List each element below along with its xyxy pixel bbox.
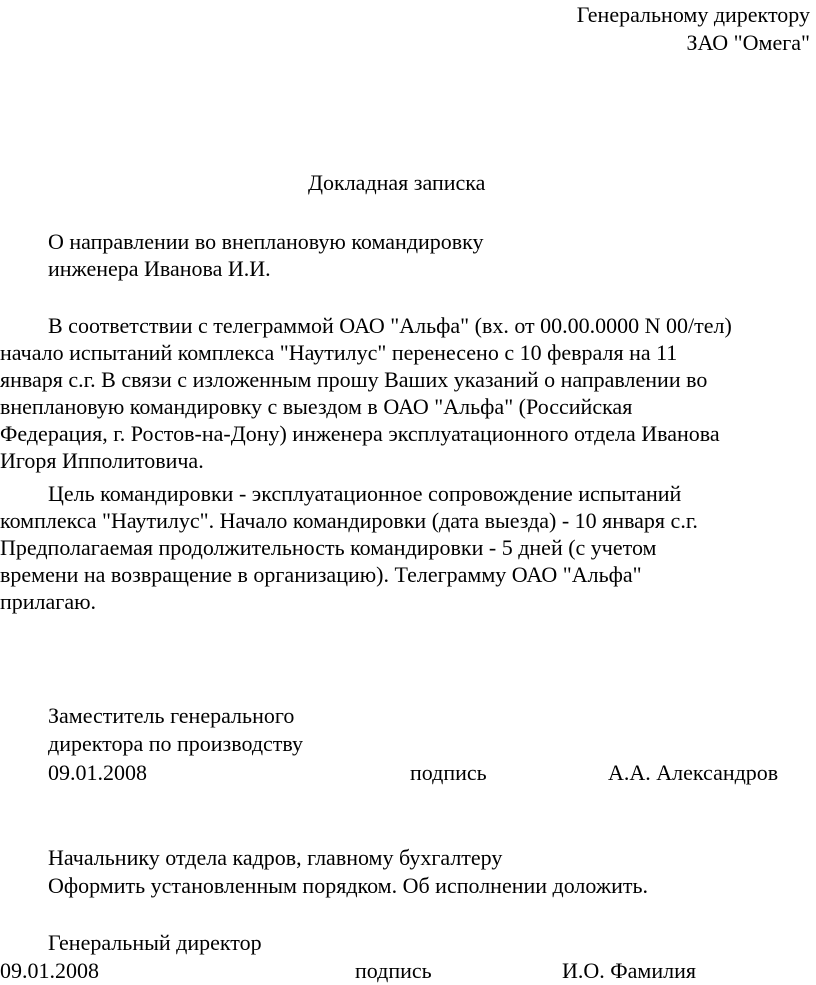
body-p1-line-2: начало испытаний комплекса "Наутилус" перенесено с 10 февраля на 11	[0, 340, 678, 365]
director-date: 09.01.2008	[0, 958, 99, 983]
signer-date: 09.01.2008	[48, 760, 147, 785]
body-p1-line-4: внеплановую командировку с выездом в ОАО "Альфа" (Российская	[0, 394, 633, 419]
body-p1-line-3: января с.г. В связи с изложенным прошу Ваших указаний о направлении во	[0, 367, 708, 392]
addressee-line-1: Генеральному директору	[576, 2, 810, 27]
director-position: Генеральный директор	[48, 930, 262, 955]
body-p2-line-4: времени на возвращение в организацию). Телеграмму ОАО "Альфа"	[0, 562, 642, 587]
director-name: И.О. Фамилия	[562, 958, 696, 983]
signer-name: А.А. Александров	[608, 760, 779, 785]
subject-line-1: О направлении во внеплановую командировку	[48, 229, 484, 254]
resolution-line-2: Оформить установленным порядком. Об исполнении доложить.	[48, 873, 648, 898]
body-p1-line-6: Игоря Ипполитовича.	[0, 448, 204, 473]
signer-position-line-2: директора по производству	[48, 731, 304, 756]
subject-line-2: инженера Иванова И.И.	[48, 256, 271, 281]
body-p2-line-1: Цель командировки - эксплуатационное сопровождение испытаний	[48, 481, 682, 506]
resolution-line-1: Начальнику отдела кадров, главному бухгалтеру	[48, 845, 503, 870]
body-p1-line-5: Федерация, г. Ростов-на-Дону) инженера эксплуатационного отдела Иванова	[0, 421, 720, 446]
body-p1-line-1: В соответствии с телеграммой ОАО "Альфа" (вх. от 00.00.0000 N 00/тел)	[48, 313, 732, 338]
signer-position-line-1: Заместитель генерального	[48, 703, 295, 728]
body-p2-line-3: Предполагаемая продолжительность командировки - 5 дней (с учетом	[0, 535, 657, 560]
document-title: Докладная записка	[308, 170, 486, 195]
director-signature: подпись	[355, 958, 432, 983]
body-p2-line-5: прилагаю.	[0, 589, 97, 614]
signer-signature: подпись	[410, 760, 487, 785]
addressee-line-2: ЗАО "Омега"	[686, 30, 810, 55]
body-p2-line-2: комплекса "Наутилус". Начало командировки (дата выезда) - 10 января с.г.	[0, 508, 698, 533]
